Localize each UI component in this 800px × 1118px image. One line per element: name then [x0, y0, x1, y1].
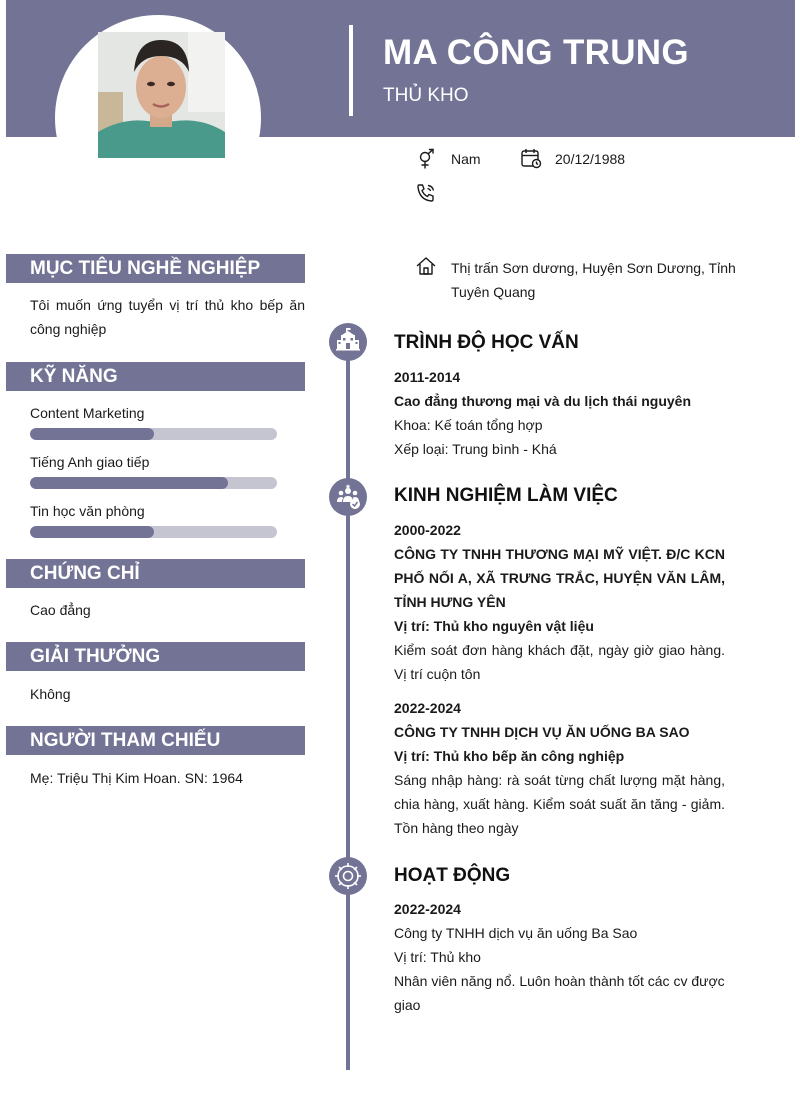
home-icon: [415, 255, 437, 277]
activity-organization: Công ty TNHH dịch vụ ăn uống Ba Sao: [394, 925, 638, 941]
education-grade: Xếp loại: Trung bình - Khá: [394, 441, 557, 457]
school-icon: [329, 323, 367, 361]
references-text: Mẹ: Triệu Thị Kim Hoan. SN: 1964: [30, 770, 243, 786]
career-objective-text: Tôi muốn ứng tuyển vị trí thủ kho bếp ăn công nghiệp: [30, 297, 305, 337]
education-faculty: Khoa: Kế toán tổng hợp: [394, 417, 543, 433]
education-school: Cao đẳng thương mại và du lịch thái nguyên: [394, 393, 692, 409]
education-heading: TRÌNH ĐỘ HỌC VẤN: [394, 332, 579, 353]
experience-heading: KINH NGHIỆM LÀM VIỆC: [394, 485, 618, 506]
skill-label: Tin học văn phòng: [30, 503, 145, 519]
skill-bar-track: [30, 526, 277, 538]
skill-bar-track: [30, 428, 277, 440]
awards-text: Không: [30, 686, 71, 702]
job-period: 2022-2024: [394, 700, 461, 716]
gender-value: Nam: [451, 151, 481, 167]
skill-label: Content Marketing: [30, 405, 145, 421]
job-company: CÔNG TY TNHH THƯƠNG MẠI MỸ VIỆT. Đ/C KCN PHỐ NỐI A, XÃ TRƯNG TRẮC, HUYỆN VĂN LÂM, TỈNH HƯNG YÊN: [394, 546, 725, 610]
activity-description: Nhân viên năng nổ. Luôn hoàn thành tốt các cv được giao: [394, 973, 725, 1013]
gear-icon: [329, 857, 367, 895]
profile-photo: [98, 32, 225, 158]
activity-role: Vị trí: Thủ kho: [394, 949, 481, 965]
certificates-heading: CHỨNG CHỈ: [6, 559, 305, 588]
birthdate-value: 20/12/1988: [555, 151, 626, 167]
career-objective-heading: MỤC TIÊU NGHỀ NGHIỆP: [6, 254, 305, 283]
address-value: Thị trấn Sơn dương, Huyện Sơn Dương, Tỉnh Tuyên Quang: [451, 260, 736, 300]
timeline-line: [346, 335, 350, 1070]
skill-bar-track: [30, 477, 277, 489]
certificates-text: Cao đẳng: [30, 602, 91, 618]
job-description: Sáng nhập hàng: rà soát từng chất lượng mặt hàng, chia hàng, xuất hàng. Kiểm soát suất ăn tăng - giảm. Tồn hàng theo ngày: [394, 772, 725, 836]
skill-label: Tiếng Anh giao tiếp: [30, 454, 150, 470]
skill-bar-fill: [30, 477, 228, 489]
activity-period: 2022-2024: [394, 901, 461, 917]
gender-icon: [415, 148, 437, 170]
candidate-name: MA CÔNG TRUNG: [383, 33, 689, 72]
team-icon: [329, 478, 367, 516]
job-title: THỦ KHO: [383, 85, 469, 106]
references-heading: NGƯỜI THAM CHIẾU: [6, 726, 305, 755]
activities-heading: HOẠT ĐỘNG: [394, 865, 511, 886]
job-company: CÔNG TY TNHH DỊCH VỤ ĂN UỐNG BA SAO: [394, 724, 690, 740]
skill-bar-fill: [30, 428, 154, 440]
job-description: Kiểm soát đơn hàng khách đặt, ngày giờ giao hàng. Vị trí cuộn tôn: [394, 642, 725, 682]
job-position: Vị trí: Thủ kho nguyên vật liệu: [394, 618, 594, 634]
job-period: 2000-2022: [394, 522, 461, 538]
education-period: 2011-2014: [394, 369, 461, 385]
skills-heading: KỸ NĂNG: [6, 362, 305, 391]
skill-bar-fill: [30, 526, 154, 538]
name-divider: [349, 25, 353, 116]
job-position: Vị trí: Thủ kho bếp ăn công nghiệp: [394, 748, 625, 764]
phone-icon: [415, 182, 437, 204]
awards-heading: GIẢI THƯỞNG: [6, 642, 305, 671]
calendar-icon: [520, 147, 542, 169]
